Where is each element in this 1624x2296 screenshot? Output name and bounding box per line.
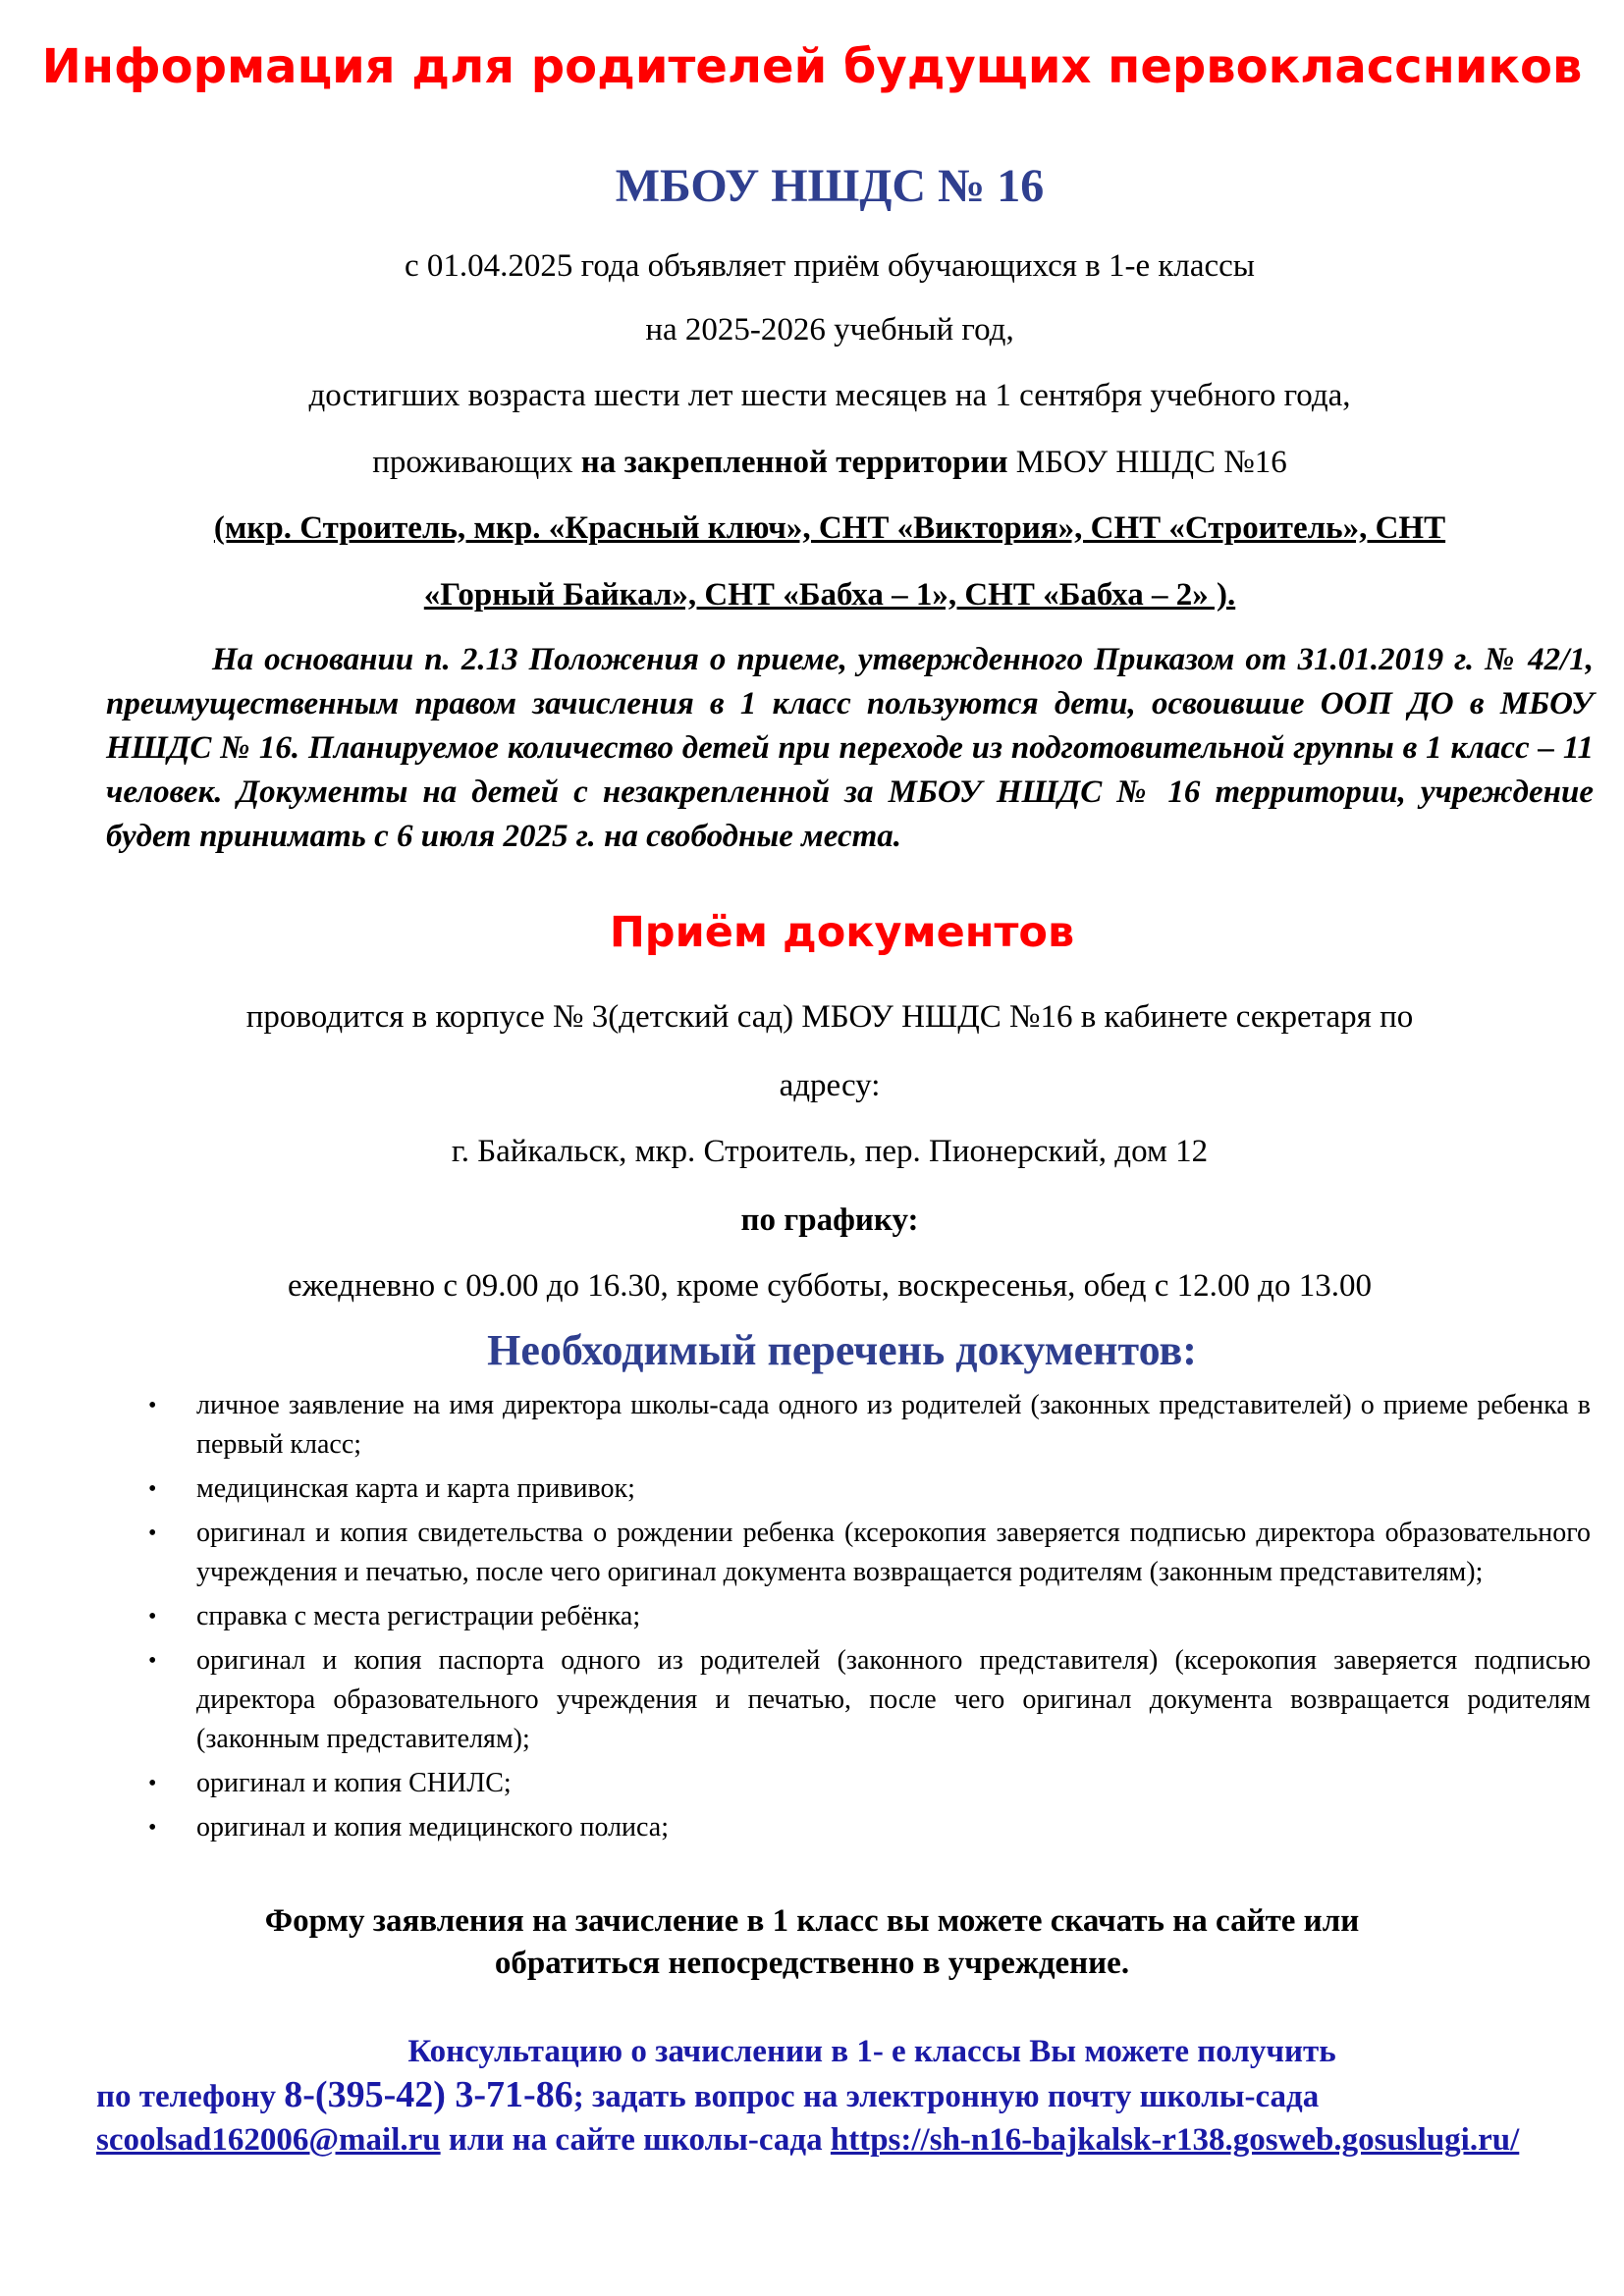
email-link[interactable]: scoolsad162006@mail.ru [96,2122,441,2158]
required-docs-list [148,1386,1591,1852]
schedule-line: ежедневно с 09.00 до 16.30, кроме субботы, воскресенья, обед с 12.00 до 13.00 [288,1268,1372,1304]
bullet-icon: • [148,1521,157,1546]
form-note [0,1900,1624,1985]
consultation-block [96,2030,1589,2162]
form-note-line-2: обратиться непосредственно в учреждение. [494,1946,1130,1981]
site-prefix: или на сайте школы-сада [440,2122,831,2158]
list-item [148,1641,1591,1759]
consultation-line-1: Консультацию о зачислении в 1- е классы Вы можете получить [407,2034,1336,2069]
location-line-1: проводится в корпусе № 3(детский сад) МБОУ НШДС №16 в кабинете секретаря по [245,999,1414,1035]
list-item [148,1808,1591,1847]
announcement-line-4 [0,445,1624,481]
list-item-text: оригинал и копия СНИЛС; [196,1768,512,1798]
list-item-text: медицинская карта и карта прививок; [196,1473,635,1504]
address-line: г. Байкальск, мкр. Строитель, пер. Пионерский, дом 12 [451,1134,1209,1169]
bullet-icon: • [148,1476,157,1502]
announcement-line-4-suffix: МБОУ НШДС №16 [1007,445,1287,480]
phone-prefix: по телефону [96,2079,285,2114]
announcement-line-4-bold: на закрепленной территории [580,445,1008,480]
page-title: Информация для родителей будущих первоклассников [41,39,1583,94]
form-note-line-1: Форму заявления на зачисление в 1 класс вы можете скачать на сайте или [264,1903,1360,1939]
phone-suffix: ; задать вопрос на электронную почту школы-сада [572,2079,1320,2114]
documents-heading: Приём документов [609,908,1075,957]
announcement-line-4-prefix: проживающих [372,445,581,480]
territory-line-2: «Горный Байкал», СНТ «Бабха – 1», СНТ «Бабха – 2» ). [423,577,1236,613]
list-item-text: оригинал и копия паспорта одного из родителей (законного представителя) (ксерокопия заверяется подписью директора образовательного учреждения и печатью, после чего оригинал документа возвращается родителям (законным представителям); [196,1645,1591,1754]
phone-number[interactable]: 8-(395-42) 3-71-86 [284,2074,573,2115]
list-item [148,1764,1591,1803]
website-link[interactable]: https://sh-n16-bajkalsk-r138.gosweb.gosuslugi.ru/ [830,2122,1520,2158]
schedule-label: по графику: [740,1202,919,1238]
list-item [148,1514,1591,1592]
announcement-line-3: достигших возраста шести лет шести месяцев на 1 сентября учебного года, [308,378,1351,413]
bullet-icon: • [148,1604,157,1629]
announcement-line-2: на 2025-2026 учебный год, [645,312,1014,347]
announcement-line-1: с 01.04.2025 года объявляет приём обучающихся в 1-е классы [405,248,1255,284]
list-item-text: справка с места регистрации ребёнка; [196,1601,641,1631]
list-item [148,1386,1591,1465]
bullet-icon: • [148,1393,157,1418]
bullet-icon: • [148,1648,157,1674]
bullet-icon: • [148,1815,157,1841]
list-item-text: личное заявление на имя директора школы-сада одного из родителей (законных представителей) о приеме ребенка в первый класс; [196,1390,1591,1460]
list-item-text: оригинал и копия свидетельства о рождении ребенка (ксерокопия заверяется подписью директора образовательного учреждения и печатью, после чего оригинал документа возвращается родителям (законным представителям); [196,1518,1591,1587]
list-item [148,1597,1591,1636]
school-name: МБОУ НШДС № 16 [615,160,1045,212]
territory-line-1: (мкр. Строитель, мкр. «Красный ключ», СНТ «Виктория», СНТ «Строитель», СНТ [213,510,1446,546]
basis-paragraph: На основании п. 2.13 Положения о приеме, утвержденного Приказом от 31.01.2019 г. № 42/1, преимущественным правом зачисления в 1 класс пользуются дети, освоившие ООП ДО в МБОУ НШДС № 16. Планируемое количество детей при переходе из подготовительной группы в 1 класс – 11 человек. Документы на детей с незакрепленной за МБОУ НШДС № 16 территории, учреждение будет принимать с 6 июля 2025 г. на свободные места. [106,642,1594,854]
list-item [148,1469,1591,1509]
bullet-icon: • [148,1771,157,1796]
required-docs-heading: Необходимый перечень документов: [487,1326,1197,1374]
location-line-2: адресу: [779,1068,881,1103]
list-item-text: оригинал и копия медицинского полиса; [196,1812,670,1842]
